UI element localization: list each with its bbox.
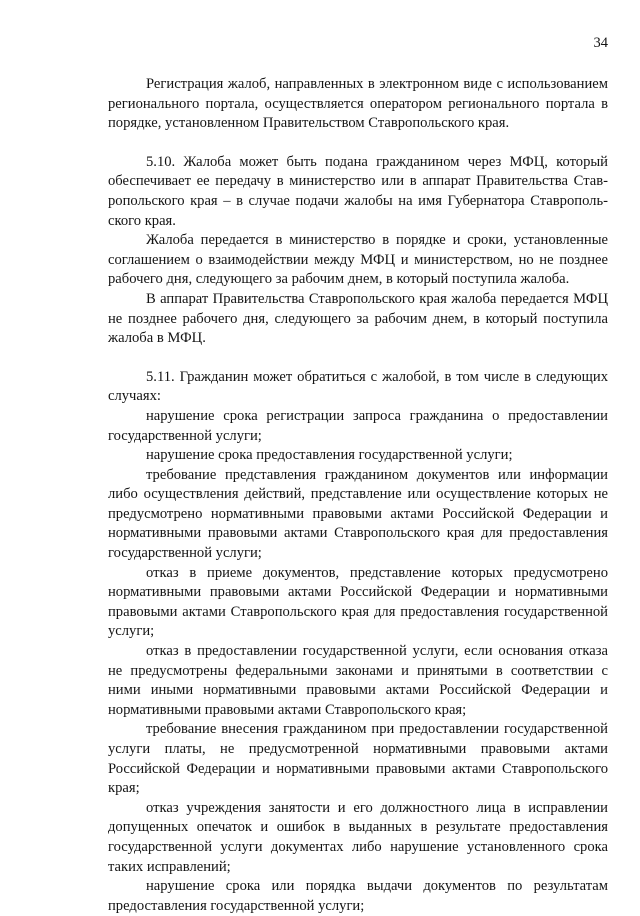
list-item-refusal-acceptance: отказ в приеме документов, представление которых предусмотрено нормативными правовыми актами Российской Федерации и нормативными правовыми актами Ставропольского края для предоставления государственной услуги; [108, 564, 608, 640]
paragraph-government-transfer: В аппарат Правительства Ставропольского края жалоба передается МФЦ не позднее рабочего дня, следующего за рабочим днем, в который поступила жалоба в МФЦ. [108, 290, 608, 347]
list-item-payment-requirement: требование внесения гражданином при предоставлении государственной услуги платы, не предусмотренной нормативными правовыми актами Российской Федерации и нормативными правовыми актами Ставропольского края; [108, 721, 608, 797]
paragraph-5-10: 5.10. Жалоба может быть подана гражданином через МФЦ, который обеспечивает ее передачу в министерство или в аппарат Правительства Ставропольского края – в случае подачи жалобы на имя Губернатора Ставропольского края. [108, 153, 608, 229]
list-item-correction-refusal: отказ учреждения занятости и его должностного лица в исправлении допущенных опечаток и ошибок в выданных в результате предоставления государственной услуги документах либо нарушение установленного срока таких исправлений; [108, 799, 608, 875]
paragraph-registration-electronic: Регистрация жалоб, направленных в электронном виде с использованием регионального портала, осуществляется оператором регионального портала в порядке, установленном Правительством Ставропольского края. [108, 76, 608, 132]
list-item-document-requirement: требование представления гражданином документов или информации либо осуществления действий, представление или осуществление которых не предусмотрено нормативными правовыми актами Российской Федерации и нормативными правовыми актами Ставропольского края для предоставления государственной услуги; [108, 466, 608, 562]
list-item-service-deadline: нарушение срока предоставления государственной услуги; [146, 447, 513, 464]
document-body [108, 75, 608, 916]
list-item-registration-deadline: нарушение срока регистрации запроса гражданина о предоставлении государственной услуги; [108, 407, 608, 444]
paragraph-5-11: 5.11. Гражданин может обратиться с жалобой, в том числе в следующих случаях: [108, 368, 608, 405]
list-item-refusal-service: отказ в предоставлении государственной услуги, если основания отказа не предусмотрены федеральными законами и принятыми в соответствии с ними иными нормативными правовыми актами Российской Федерации и нормативными правовыми актами Ставропольского края; [108, 643, 608, 718]
page-number: 34 [593, 35, 608, 51]
paragraph-ministry-transfer: Жалоба передается в министерство в порядке и сроки, установленные соглашением о взаимодействии между МФЦ и министерством, но не позднее рабочего дня, следующего за рабочим днем, в который поступила жалоба. [108, 232, 608, 288]
list-item-issuance-violation: нарушение срока или порядка выдачи документов по результатам предоставления государственной услуги; [108, 878, 608, 914]
